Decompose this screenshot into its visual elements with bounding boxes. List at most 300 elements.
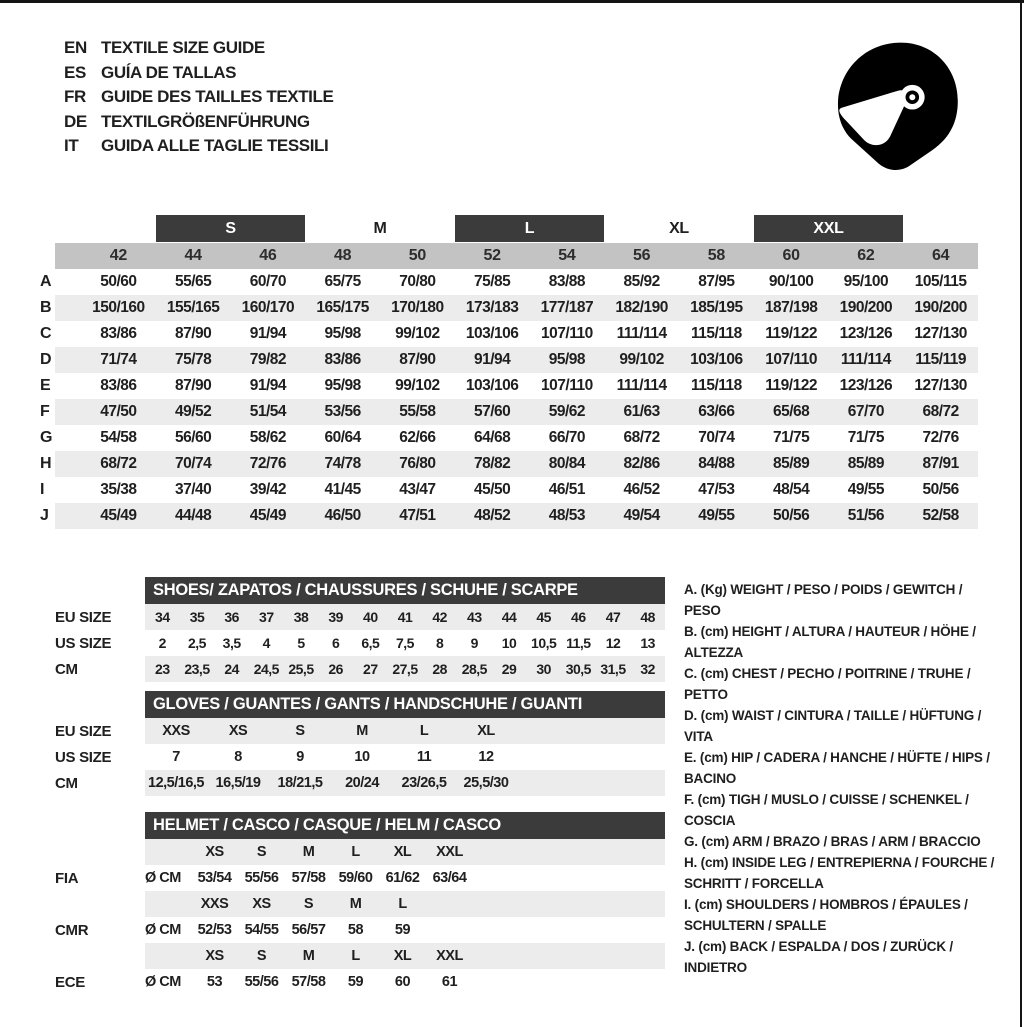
size-number: 42 xyxy=(109,247,127,264)
helmet-size-cell: 61/62 xyxy=(385,870,420,886)
shoes-size-cell: 4 xyxy=(262,635,270,651)
measurement-cell: 127/130 xyxy=(914,377,967,394)
measurement-cell: 115/118 xyxy=(690,377,742,394)
shoes-size-cell: 23,5 xyxy=(184,661,210,677)
gloves-size-cell: 7 xyxy=(172,749,180,765)
shoes-size-cell: 31,5 xyxy=(600,661,626,677)
measurement-cell: 60/70 xyxy=(249,273,287,290)
shoes-size-cell: 24,5 xyxy=(253,661,279,677)
measurement-cell: 187/198 xyxy=(764,299,818,316)
measurement-cell: 70/74 xyxy=(174,455,212,472)
shoes-size-cell: 36 xyxy=(224,609,239,625)
helmet-size-cell: 59 xyxy=(347,974,364,990)
helmet-cert-section xyxy=(55,891,667,943)
gloves-row-label: US SIZE xyxy=(55,748,112,766)
shoes-size-cell: 48 xyxy=(640,609,655,625)
shoes-size-cell: 10,5 xyxy=(531,635,557,651)
measurement-cell: 99/102 xyxy=(395,325,440,342)
helmet-values xyxy=(145,969,665,995)
measurement-cell: 115/119 xyxy=(915,351,967,368)
measurement-cell: 80/84 xyxy=(548,455,586,472)
measurement-cell: 90/100 xyxy=(768,273,814,290)
measurement-cell: 87/95 xyxy=(698,273,735,290)
measurement-cell: 56/60 xyxy=(174,429,212,446)
helmet-size-label: XS xyxy=(252,896,271,912)
shoes-row-values xyxy=(145,604,665,630)
helmet-size-cell: 53 xyxy=(206,974,223,990)
gloves-size-cell: 8 xyxy=(234,749,242,765)
shoes-size-cell: 7,5 xyxy=(396,635,414,651)
shoes-size-cell: 26 xyxy=(328,661,343,677)
legend-item: E. (cm) HIP / CADERA / HANCHE / HÜFTE / HIPS / BACINO xyxy=(684,750,990,786)
size-group-xl: XL xyxy=(669,219,689,237)
gloves-size-cell: 12,5/16,5 xyxy=(148,775,204,791)
measurement-cell: 182/190 xyxy=(615,299,668,316)
legend-item: D. (cm) WAIST / CINTURA / TAILLE / HÜFTUNG / VITA xyxy=(684,708,982,744)
footwear-accessory-tables xyxy=(55,577,667,995)
gloves-size-cell: L xyxy=(419,723,429,739)
gloves-size-cell: M xyxy=(356,723,368,739)
measurement-cell: 190/200 xyxy=(914,299,967,316)
measurement-cell: 170/180 xyxy=(391,299,444,316)
language-code: ES xyxy=(64,62,86,82)
helmet-cert-label: FIA xyxy=(55,869,79,887)
measurement-cell: 68/72 xyxy=(922,403,959,420)
shoes-size-cell: 38 xyxy=(293,609,309,625)
gloves-row-values xyxy=(145,744,665,770)
helmet-size-label: XXS xyxy=(200,896,229,912)
measurement-row xyxy=(35,373,978,399)
helmet-cert-label: CMR xyxy=(55,921,89,939)
measurement-cell: 79/82 xyxy=(249,351,287,368)
helmet-diameter-spacer xyxy=(145,891,191,917)
shoes-size-cell: 44 xyxy=(501,609,517,625)
helmet-values xyxy=(145,917,665,943)
measurement-row-letter: D xyxy=(40,351,52,368)
shoes-size-cell: 24 xyxy=(224,661,239,677)
helmet-values-row xyxy=(55,917,667,943)
measurement-cell: 65/75 xyxy=(324,273,361,290)
measurement-cell: 111/114 xyxy=(840,351,891,368)
shoes-size-cell: 39 xyxy=(328,609,343,625)
shoes-size-cell: 30,5 xyxy=(565,661,591,677)
measurement-row-letter: H xyxy=(40,455,52,472)
legend-item: J. (cm) BACK / ESPALDA / DOS / ZURÜCK / INDIETRO xyxy=(684,939,953,975)
size-number: 44 xyxy=(184,247,202,264)
measurement-cell: 85/89 xyxy=(847,455,885,472)
measurement-cell: 62/66 xyxy=(399,429,436,446)
shoes-size-cell: 9 xyxy=(470,635,478,651)
measurement-cell: 85/89 xyxy=(772,455,810,472)
shoes-size-cell: 37 xyxy=(259,609,274,625)
measurement-cell: 76/80 xyxy=(399,455,436,472)
gloves-size-cell: 9 xyxy=(296,749,304,765)
language-title: GUÍA DE TALLAS xyxy=(101,62,237,82)
language-row xyxy=(64,134,333,159)
measurement-row-letter: I xyxy=(40,481,45,498)
shoes-table-title: SHOES/ ZAPATOS / CHAUSSURES / SCHUHE / SCARPE xyxy=(145,577,665,604)
measurement-row-letter: E xyxy=(40,377,51,394)
size-number: 62 xyxy=(857,247,875,264)
measurement-cell: 83/88 xyxy=(548,273,586,290)
measurement-cell: 68/72 xyxy=(100,455,137,472)
shoes-row-values xyxy=(145,630,665,656)
shoes-size-cell: 25,5 xyxy=(288,661,314,677)
measurement-cell: 65/68 xyxy=(772,403,810,420)
shoes-size-cell: 42 xyxy=(432,609,447,625)
size-number-row xyxy=(35,243,978,269)
language-title: GUIDA ALLE TAGLIE TESSILI xyxy=(101,136,329,156)
shoes-size-cell: 29 xyxy=(501,661,517,677)
language-code: EN xyxy=(64,38,87,58)
shoes-row-label: CM xyxy=(55,660,78,678)
language-title: GUIDE DES TAILLES TEXTILE xyxy=(101,87,334,107)
gloves-table-title: GLOVES / GUANTES / GANTS / HANDSCHUHE / GUANTI xyxy=(145,691,665,718)
language-row xyxy=(64,85,333,110)
measurement-row xyxy=(35,321,978,347)
helmet-values xyxy=(145,865,665,891)
measurement-row xyxy=(35,347,978,373)
shoes-size-cell: 8 xyxy=(436,635,444,651)
measurement-cell: 177/187 xyxy=(540,299,594,316)
helmet-size-cell: 55/56 xyxy=(244,870,279,886)
helmet-size-table xyxy=(55,812,667,995)
helmet-diameter-label: Ø CM xyxy=(145,870,181,886)
measurement-cell: 49/52 xyxy=(174,403,212,420)
shoes-size-cell: 5 xyxy=(297,635,305,651)
measurement-row xyxy=(35,269,978,295)
language-row xyxy=(64,110,333,135)
gloves-size-cell: 11 xyxy=(416,749,432,765)
measurement-cell: 155/165 xyxy=(166,299,220,316)
measurement-cell: 103/106 xyxy=(690,351,743,368)
measurement-cell: 47/51 xyxy=(399,507,436,524)
helmet-size-label: S xyxy=(303,896,314,912)
gloves-row xyxy=(55,770,667,796)
shoes-size-cell: 10 xyxy=(501,635,517,651)
measurement-cell: 99/102 xyxy=(395,377,440,394)
measurement-cell: 82/86 xyxy=(623,455,660,472)
measurement-legend xyxy=(684,579,1002,978)
helmet-size-label xyxy=(426,891,473,917)
measurement-row xyxy=(35,451,978,477)
shoes-size-cell: 30 xyxy=(536,661,551,677)
helmet-size-label: L xyxy=(351,844,360,860)
language-title: TEXTILE SIZE GUIDE xyxy=(101,38,265,58)
gloves-size-cell: XS xyxy=(228,723,248,739)
measurement-cell: 103/106 xyxy=(465,325,519,342)
measurement-cell: 53/56 xyxy=(324,403,361,420)
gloves-row-label: CM xyxy=(55,774,78,792)
shoes-size-cell: 34 xyxy=(155,609,170,625)
measurement-row-letter: F xyxy=(40,403,50,420)
shoes-size-cell: 6 xyxy=(332,635,340,651)
language-title-block xyxy=(64,36,333,159)
measurement-cell: 71/74 xyxy=(100,351,137,368)
measurement-cell: 91/94 xyxy=(249,377,287,394)
measurement-cell: 83/86 xyxy=(100,325,137,342)
corner-spacer xyxy=(35,243,81,269)
measurement-cell: 127/130 xyxy=(914,325,967,342)
shoes-row-values xyxy=(145,656,665,682)
measurement-cell: 64/68 xyxy=(473,429,511,446)
measurement-cell: 55/65 xyxy=(174,273,212,290)
shoes-size-cell: 46 xyxy=(571,609,586,625)
measurement-cell: 105/115 xyxy=(914,273,967,290)
measurement-cell: 85/92 xyxy=(623,273,660,290)
measurement-cell: 72/76 xyxy=(922,429,959,446)
language-row xyxy=(64,61,333,86)
measurement-cell: 103/106 xyxy=(465,377,519,394)
measurement-cell: 50/60 xyxy=(100,273,137,290)
shoes-size-cell: 6,5 xyxy=(361,635,380,651)
measurement-cell: 52/58 xyxy=(922,507,959,524)
helmet-size-labels xyxy=(145,943,665,969)
helmet-diameter-spacer xyxy=(145,943,191,969)
legend-item: G. (cm) ARM / BRAZO / BRAS / ARM / BRACCIO xyxy=(684,834,981,849)
size-group-xxl: XXL xyxy=(754,215,904,242)
measurement-cell: 71/75 xyxy=(772,429,810,446)
gloves-size-cell: 18/21,5 xyxy=(277,775,323,791)
measurement-row-letter: A xyxy=(40,273,52,290)
shoes-size-cell: 23 xyxy=(155,661,170,677)
helmet-size-cell: 63/64 xyxy=(432,870,467,886)
legend-item: I. (cm) SHOULDERS / HOMBROS / ÉPAULES / SCHULTERN / SPALLE xyxy=(684,897,968,933)
helmet-size-label: S xyxy=(256,948,267,964)
measurement-cell: 54/58 xyxy=(100,429,137,446)
measurement-cell: 55/58 xyxy=(399,403,436,420)
shoes-size-table xyxy=(55,577,667,682)
helmet-size-label: M xyxy=(302,844,315,860)
shoes-size-cell: 41 xyxy=(397,609,413,625)
shoes-size-cell: 27 xyxy=(363,661,378,677)
language-row xyxy=(64,36,333,61)
measurement-cell: 190/200 xyxy=(839,299,893,316)
measurement-cell: 67/70 xyxy=(847,403,885,420)
measurement-cell: 95/98 xyxy=(548,351,586,368)
gloves-size-cell: 10 xyxy=(354,749,370,765)
helmet-size-label: L xyxy=(398,896,407,912)
legend-item: F. (cm) TIGH / MUSLO / CUISSE / SCHENKEL / COSCIA xyxy=(684,792,969,828)
shoes-size-cell: 11,5 xyxy=(566,635,591,651)
shoes-size-cell: 45 xyxy=(536,609,551,625)
measurement-row-letter: G xyxy=(40,429,53,446)
measurement-cell: 165/175 xyxy=(316,299,369,316)
measurement-cell: 173/183 xyxy=(465,299,519,316)
shoes-size-cell: 13 xyxy=(640,635,655,651)
legend-item: H. (cm) INSIDE LEG / ENTREPIERNA / FOURCHE / SCHRITT / FORCELLA xyxy=(684,855,995,891)
measurement-cell: 39/42 xyxy=(249,481,287,498)
measurement-row xyxy=(35,295,978,321)
helmet-size-label: S xyxy=(256,844,267,860)
measurement-cell: 71/75 xyxy=(847,429,885,446)
shoes-row xyxy=(55,604,667,630)
helmet-size-label: XXL xyxy=(436,844,463,860)
measurement-cell: 87/91 xyxy=(922,455,959,472)
textile-size-table xyxy=(35,215,978,529)
size-number: 54 xyxy=(558,247,576,264)
shoes-size-cell: 2 xyxy=(158,635,166,651)
size-number: 52 xyxy=(483,247,501,264)
measurement-cell: 119/122 xyxy=(765,377,817,394)
measurement-cell: 75/78 xyxy=(174,351,212,368)
helmet-size-cell: 60 xyxy=(394,974,411,990)
measurement-row xyxy=(35,503,978,529)
measurement-cell: 150/160 xyxy=(92,299,145,316)
shoes-size-cell: 47 xyxy=(605,609,621,625)
size-number: 46 xyxy=(259,247,277,264)
helmet-size-cell: 53/54 xyxy=(197,870,232,886)
measurement-cell: 58/62 xyxy=(249,429,287,446)
helmet-size-label: M xyxy=(302,948,315,964)
measurement-cell: 72/76 xyxy=(249,455,287,472)
measurement-cell: 111/114 xyxy=(616,325,667,342)
legend-item: A. (Kg) WEIGHT / PESO / POIDS / GEWITCH / PESO xyxy=(684,582,963,618)
gloves-size-table xyxy=(55,691,667,796)
measurement-cell: 43/47 xyxy=(399,481,436,498)
legend-item: B. (cm) HEIGHT / ALTURA / HAUTEUR / HÖHE / ALTEZZA xyxy=(684,624,976,660)
measurement-cell: 78/82 xyxy=(473,455,511,472)
helmet-size-cell: 61 xyxy=(441,974,458,990)
helmet-diameter-spacer xyxy=(145,839,191,865)
language-title: TEXTILGRÖßENFÜHRUNG xyxy=(101,111,310,131)
helmet-size-cell: 59/60 xyxy=(338,870,373,886)
measurement-cell: 123/126 xyxy=(839,325,893,342)
shoes-size-cell: 35 xyxy=(189,609,205,625)
measurement-row xyxy=(35,399,978,425)
measurement-cell: 107/110 xyxy=(541,377,593,394)
helmet-diameter-label: Ø CM xyxy=(145,974,181,990)
shoes-row-label: US SIZE xyxy=(55,634,112,652)
measurement-cell: 185/195 xyxy=(690,299,743,316)
shoes-size-cell: 3,5 xyxy=(222,635,241,651)
measurement-row xyxy=(35,425,978,451)
shoes-row-label: EU SIZE xyxy=(55,608,112,626)
language-code: FR xyxy=(64,87,86,107)
measurement-cell: 61/63 xyxy=(623,403,660,420)
helmet-size-cell xyxy=(426,917,473,943)
gloves-row-label: EU SIZE xyxy=(55,722,112,740)
measurement-rows xyxy=(35,269,978,529)
measurement-cell: 66/70 xyxy=(548,429,586,446)
measurement-cell: 45/50 xyxy=(473,481,511,498)
gloves-row-values xyxy=(145,718,665,744)
shoes-size-cell: 12 xyxy=(605,635,621,651)
helmet-size-labels xyxy=(145,839,665,865)
measurement-cell: 51/54 xyxy=(249,403,287,420)
helmet-size-label: M xyxy=(349,896,362,912)
measurement-cell: 83/86 xyxy=(324,351,361,368)
measurement-cell: 160/170 xyxy=(241,299,295,316)
helmet-cert-label: ECE xyxy=(55,973,85,991)
shoes-size-cell: 2,5 xyxy=(188,635,206,651)
helmet-sizes-row xyxy=(55,891,667,917)
measurement-cell: 48/52 xyxy=(473,507,511,524)
measurement-cell: 48/53 xyxy=(548,507,586,524)
helmet-cert-section xyxy=(55,943,667,995)
measurement-cell: 51/56 xyxy=(847,507,885,524)
gloves-size-cell: 25,5/30 xyxy=(463,775,509,791)
measurement-row-letter: C xyxy=(40,325,52,342)
measurement-cell: 107/110 xyxy=(541,325,593,342)
gloves-size-cell: 23/26,5 xyxy=(401,775,447,791)
measurement-cell: 47/53 xyxy=(698,481,735,498)
measurement-cell: 111/114 xyxy=(616,377,667,394)
helmet-sizes-row xyxy=(55,943,667,969)
helmet-values-row xyxy=(55,969,667,995)
helmet-size-cell: 55/56 xyxy=(244,974,279,990)
helmet-size-label: XL xyxy=(393,844,412,860)
helmet-size-cell: 56/57 xyxy=(291,922,326,938)
language-code: IT xyxy=(64,136,79,156)
measurement-cell: 107/110 xyxy=(765,351,817,368)
gloves-size-cell: 12 xyxy=(478,749,494,765)
measurement-cell: 46/51 xyxy=(548,481,586,498)
helmet-size-cell: 57/58 xyxy=(291,870,326,886)
measurement-cell: 119/122 xyxy=(765,325,817,342)
measurement-row-letter: B xyxy=(40,299,52,316)
language-code: DE xyxy=(64,111,87,131)
measurement-cell: 91/94 xyxy=(249,325,287,342)
racing-helmet-icon xyxy=(833,29,963,181)
helmet-sizes-row-spacer xyxy=(55,943,145,969)
size-number: 64 xyxy=(932,247,950,264)
measurement-cell: 95/100 xyxy=(843,273,889,290)
measurement-cell: 49/55 xyxy=(698,507,735,524)
gloves-row xyxy=(55,744,667,770)
measurement-cell: 60/64 xyxy=(324,429,361,446)
measurement-cell: 47/50 xyxy=(100,403,137,420)
measurement-cell: 115/118 xyxy=(690,325,742,342)
gloves-row xyxy=(55,718,667,744)
measurement-cell: 70/80 xyxy=(399,273,436,290)
shoes-size-cell: 28,5 xyxy=(461,661,487,677)
gloves-size-cell: XXS xyxy=(162,723,190,739)
measurement-cell: 95/98 xyxy=(324,377,361,394)
helmet-size-label: XXL xyxy=(436,948,463,964)
measurement-cell: 35/38 xyxy=(100,481,137,498)
measurement-cell: 46/52 xyxy=(623,481,660,498)
measurement-cell: 37/40 xyxy=(174,481,212,498)
measurement-row xyxy=(35,477,978,503)
helmet-diameter-label: Ø CM xyxy=(145,922,181,938)
shoes-row xyxy=(55,656,667,682)
shoes-row xyxy=(55,630,667,656)
measurement-cell: 87/90 xyxy=(174,325,212,342)
measurement-cell: 49/54 xyxy=(623,507,660,524)
shoes-size-cell: 28 xyxy=(432,661,447,677)
measurement-cell: 57/60 xyxy=(473,403,511,420)
measurement-cell: 87/90 xyxy=(174,377,212,394)
measurement-cell: 84/88 xyxy=(698,455,735,472)
measurement-cell: 50/56 xyxy=(922,481,959,498)
helmet-size-cell: 54/55 xyxy=(244,922,279,938)
shoes-size-cell: 40 xyxy=(363,609,378,625)
helmet-sizes-row-spacer xyxy=(55,839,145,865)
measurement-cell: 83/86 xyxy=(100,377,137,394)
shoes-size-cell: 43 xyxy=(467,609,482,625)
size-number: 56 xyxy=(633,247,651,264)
size-number: 58 xyxy=(707,247,725,264)
helmet-size-label: XS xyxy=(205,844,224,860)
measurement-cell: 49/55 xyxy=(847,481,885,498)
gloves-row-values xyxy=(145,770,665,796)
helmet-values-row xyxy=(55,865,667,891)
helmet-size-label: XS xyxy=(205,948,224,964)
gloves-size-cell: S xyxy=(295,723,305,739)
measurement-cell: 87/90 xyxy=(399,351,436,368)
measurement-cell: 50/56 xyxy=(772,507,810,524)
